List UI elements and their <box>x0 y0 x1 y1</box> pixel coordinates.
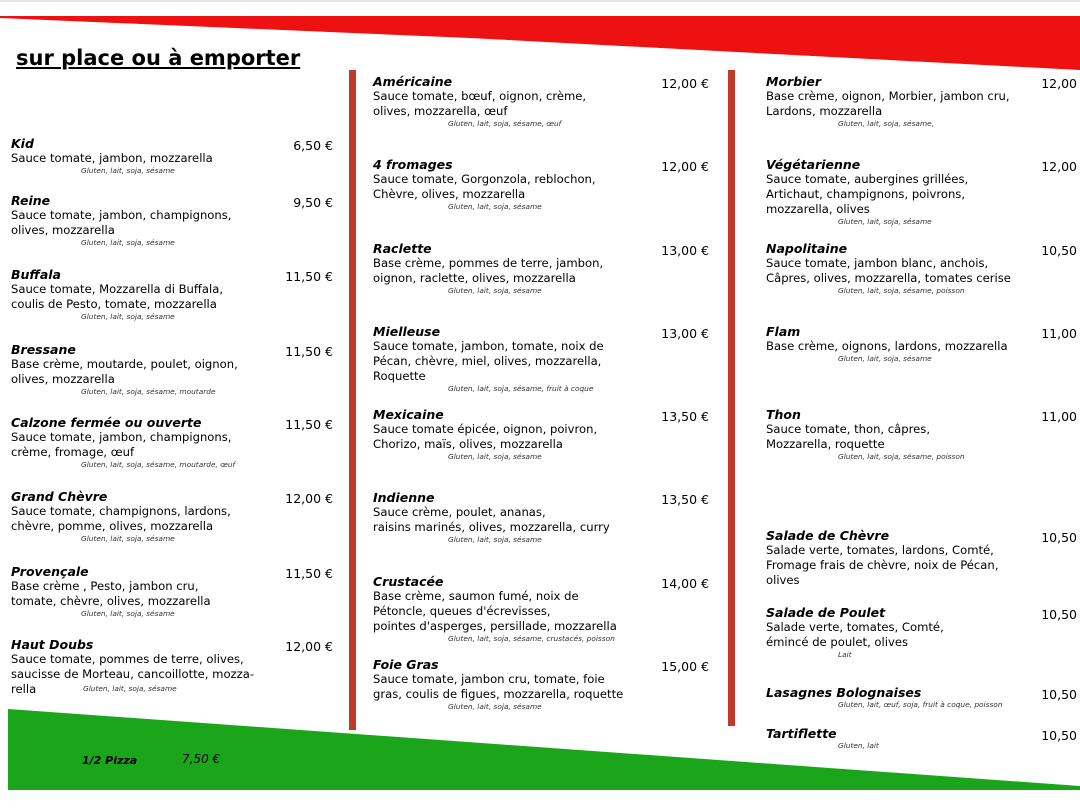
item-price: 14,00 € <box>661 576 709 591</box>
item-description: rella <box>11 682 37 696</box>
item-name: 4 fromages <box>373 157 453 172</box>
item-allergens: Gluten, lait, soja, sésame, fruit à coque <box>448 384 594 393</box>
item-name: Flam <box>766 324 801 339</box>
item-description: Chorizo, maïs, olives, mozzarella <box>373 437 563 451</box>
item-description: Mozzarella, roquette <box>766 437 885 451</box>
item-description: Sauce tomate, Mozzarella di Buffala, <box>11 282 224 296</box>
item-description: olives <box>766 573 800 587</box>
item-price: 13,50 € <box>661 409 709 424</box>
item-name: Crustacée <box>373 574 444 589</box>
item-name: Thon <box>766 407 801 422</box>
page-title: sur place ou à emporter <box>16 46 301 70</box>
item-price: 11,00 <box>1041 409 1077 424</box>
item-price: 11,50 € <box>285 269 333 284</box>
item-description: Artichaut, champignons, poivrons, <box>766 187 966 201</box>
item-name: Foie Gras <box>373 657 439 672</box>
item-allergens: Gluten, lait, soja, sésame, crustacés, poisson <box>448 634 615 643</box>
item-description: Sauce tomate, bœuf, oignon, crème, <box>373 89 587 103</box>
item-description: olives, mozzarella, œuf <box>373 104 508 118</box>
item-name: Tartiflette <box>766 726 837 741</box>
item-price: 10,50 <box>1041 243 1077 258</box>
item-description: Base crème, saumon fumé, noix de <box>373 589 579 603</box>
item-allergens: Gluten, lait, soja, sésame <box>448 202 542 211</box>
item-price: 13,00 € <box>661 326 709 341</box>
item-allergens: Gluten, lait, soja, sésame <box>448 702 542 711</box>
item-name: Raclette <box>373 241 432 256</box>
item-description: Sauce tomate, pommes de terre, olives, <box>11 652 244 666</box>
item-allergens: Gluten, lait, soja, sésame, œuf <box>448 119 562 128</box>
item-name: Indienne <box>373 490 435 505</box>
item-price: 11,50 € <box>285 344 333 359</box>
item-price: 12,00 € <box>661 159 709 174</box>
item-description: Pétoncle, queues d'écrevisses, <box>373 604 551 618</box>
item-name: Kid <box>11 136 34 151</box>
item-description: Sauce crème, poulet, ananas, <box>373 505 546 519</box>
item-price: 10,50 <box>1041 530 1077 545</box>
item-name: Végétarienne <box>766 157 861 172</box>
item-description: Lardons, mozzarella <box>766 104 883 118</box>
item-description: tomate, chèvre, olives, mozzarella <box>11 594 211 608</box>
item-allergens: Lait <box>838 650 852 659</box>
item-name: Salade de Chèvre <box>766 528 890 543</box>
item-description: Base crème, oignons, lardons, mozzarella <box>766 339 1008 353</box>
item-allergens: Gluten, lait, œuf, soja, fruit à coque, poisson <box>838 700 1003 709</box>
item-description: pointes d'asperges, persillade, mozzarella <box>373 619 617 633</box>
item-allergens: Gluten, lait, soja, sésame <box>83 684 177 693</box>
item-description: Sauce tomate, champignons, lardons, <box>11 504 231 518</box>
half-pizza-label: 1/2 Pizza <box>82 754 138 767</box>
item-allergens: Gluten, lait, soja, sésame <box>448 535 542 544</box>
item-description: Sauce tomate épicée, oignon, poivron, <box>373 422 598 436</box>
item-price: 10,50 <box>1041 687 1077 702</box>
item-description: Base crème, moutarde, poulet, oignon, <box>11 357 238 371</box>
item-description: émincé de poulet, olives <box>766 635 909 649</box>
item-price: 15,00 € <box>661 659 709 674</box>
item-description: Pécan, chèvre, miel, olives, mozzarella, <box>373 354 602 368</box>
item-allergens: Gluten, lait, soja, sésame <box>81 534 175 543</box>
item-price: 11,50 € <box>285 417 333 432</box>
item-allergens: Gluten, lait, soja, sésame <box>448 452 542 461</box>
item-description: Sauce tomate, jambon, mozzarella <box>11 151 213 165</box>
item-name: Haut Doubs <box>11 637 94 652</box>
column-divider-right <box>728 70 735 726</box>
column-divider-left <box>349 70 356 730</box>
item-name: Mielleuse <box>373 324 441 339</box>
half-pizza-price: 7,50 € <box>182 752 221 766</box>
item-description: saucisse de Morteau, cancoillotte, mozza- <box>11 667 255 681</box>
item-description: Sauce tomate, jambon, champignons, <box>11 430 232 444</box>
item-name: Provençale <box>11 564 89 579</box>
item-allergens: Gluten, lait, soja, sésame, poisson <box>838 286 965 295</box>
item-name: Mexicaine <box>373 407 444 422</box>
item-description: Câpres, olives, mozzarella, tomates cerise <box>766 271 1011 285</box>
item-name: Calzone fermée ou ouverte <box>11 415 202 430</box>
item-description: Sauce tomate, aubergines grillées, <box>766 172 969 186</box>
item-price: 12,00 <box>1041 159 1077 174</box>
item-name: Grand Chèvre <box>11 489 108 504</box>
item-name: Morbier <box>766 74 822 89</box>
item-description: Sauce tomate, jambon, champignons, <box>11 208 232 222</box>
item-description: coulis de Pesto, tomate, mozzarella <box>11 297 217 311</box>
item-name: Salade de Poulet <box>766 605 886 620</box>
item-description: gras, coulis de figues, mozzarella, roquette <box>373 687 624 701</box>
item-name: Buffala <box>11 267 61 282</box>
item-description: Base crème, oignon, Morbier, jambon cru, <box>766 89 1010 103</box>
item-description: olives, mozzarella <box>11 223 115 237</box>
item-description: Roquette <box>373 369 426 383</box>
item-description: crème, fromage, œuf <box>11 445 135 459</box>
item-description: chèvre, pomme, olives, mozzarella <box>11 519 214 533</box>
item-price: 12,00 <box>1041 76 1077 91</box>
item-description: Salade verte, tomates, Comté, <box>766 620 944 634</box>
item-description: raisins marinés, olives, mozzarella, curry <box>373 520 610 534</box>
item-allergens: Gluten, lait, soja, sésame <box>838 217 932 226</box>
item-description: Sauce tomate, thon, câpres, <box>766 422 931 436</box>
item-allergens: Gluten, lait, soja, sésame <box>81 312 175 321</box>
item-allergens: Gluten, lait, soja, sésame, moutarde, œuf <box>81 460 236 469</box>
item-description: mozzarella, olives <box>766 202 870 216</box>
item-allergens: Gluten, lait, soja, sésame <box>81 238 175 247</box>
item-allergens: Gluten, lait, soja, sésame, poisson <box>838 452 965 461</box>
item-name: Napolitaine <box>766 241 848 256</box>
item-price: 12,00 € <box>661 76 709 91</box>
item-description: Sauce tomate, jambon, tomate, noix de <box>373 339 604 353</box>
item-description: Salade verte, tomates, lardons, Comté, <box>766 543 994 557</box>
item-name: Reine <box>11 193 51 208</box>
item-description: Base crème, pommes de terre, jambon, <box>373 256 604 270</box>
item-price: 13,50 € <box>661 492 709 507</box>
item-description: Fromage frais de chèvre, noix de Pécan, <box>766 558 999 572</box>
item-allergens: Gluten, lait, soja, sésame <box>838 354 932 363</box>
item-allergens: Gluten, lait, soja, sésame <box>81 609 175 618</box>
item-price: 12,00 € <box>285 491 333 506</box>
item-allergens: Gluten, lait, soja, sésame, moutarde <box>81 387 216 396</box>
item-allergens: Gluten, lait <box>838 741 879 750</box>
item-name: Bressane <box>11 342 76 357</box>
item-name: Lasagnes Bolognaises <box>766 685 922 700</box>
item-allergens: Gluten, lait, soja, sésame <box>81 166 175 175</box>
item-price: 6,50 € <box>293 138 333 153</box>
item-allergens: Gluten, lait, soja, sésame <box>448 286 542 295</box>
item-allergens: Gluten, lait, soja, sésame, <box>838 119 935 128</box>
item-price: 9,50 € <box>293 195 333 210</box>
item-description: Sauce tomate, jambon cru, tomate, foie <box>373 672 605 686</box>
item-description: oignon, raclette, olives, mozzarella <box>373 271 576 285</box>
item-price: 12,00 € <box>285 639 333 654</box>
item-price: 11,00 <box>1041 326 1077 341</box>
item-price: 11,50 € <box>285 566 333 581</box>
item-description: Sauce tomate, Gorgonzola, reblochon, <box>373 172 596 186</box>
item-description: Chèvre, olives, mozzarella <box>373 187 526 201</box>
item-description: Base crème , Pesto, jambon cru, <box>11 579 199 593</box>
green-band <box>8 709 1080 790</box>
item-description: Sauce tomate, jambon blanc, anchois, <box>766 256 989 270</box>
item-description: olives, mozzarella <box>11 372 115 386</box>
item-price: 10,50 <box>1041 728 1077 743</box>
item-price: 13,00 € <box>661 243 709 258</box>
item-price: 10,50 <box>1041 607 1077 622</box>
item-name: Américaine <box>373 74 453 89</box>
